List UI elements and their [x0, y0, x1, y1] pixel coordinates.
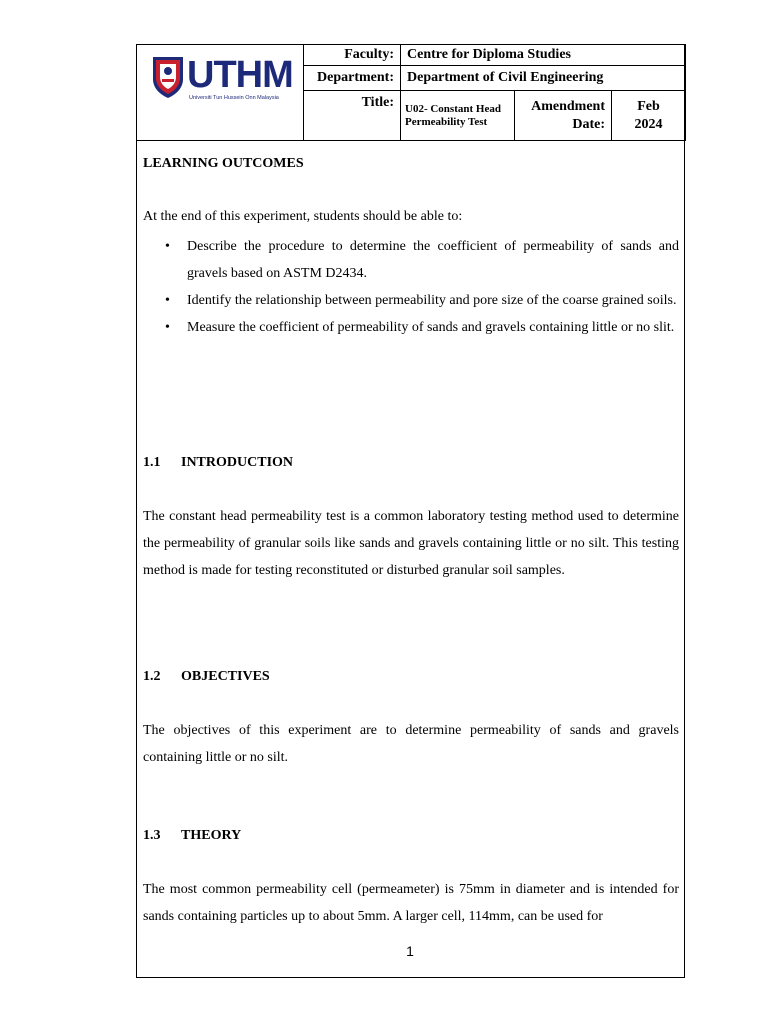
learning-outcomes-intro: At the end of this experiment, students should be able to:: [143, 209, 463, 224]
list-item: [143, 287, 679, 314]
document-header: [136, 44, 686, 141]
amendment-label-line2: Date:: [572, 116, 605, 132]
learning-outcomes-list: [143, 233, 679, 341]
objectives-body: The objectives of this experiment are to determine permeability of sands and gravels containing little or no silt.: [143, 723, 679, 765]
introduction-body: The constant head permeability test is a common laboratory testing method used to determine the permeability of granular soils like sands and gravels containing little or no silt. This testing method is made for testing reconstituted or disturbed granular soil samples.: [143, 509, 679, 578]
theory-body: The most common permeability cell (permeameter) is 75mm in diameter and is intended for sands containing particles up to about 5mm. A larger cell, 114mm, can be used for: [143, 882, 679, 924]
amendment-month: Feb: [637, 98, 660, 114]
crest-icon: [151, 55, 185, 99]
theory-heading: [143, 828, 679, 844]
amendment-date-value: [612, 91, 686, 141]
section-title: OBJECTIVES: [181, 669, 270, 684]
amendment-label-line1: Amendment: [531, 98, 605, 114]
section-title: INTRODUCTION: [181, 455, 294, 470]
amendment-year: 2024: [634, 116, 663, 132]
logo-subtitle: Universiti Tun Hussein Onn Malaysia: [189, 95, 279, 101]
logo-wordmark: UTHM: [187, 54, 293, 96]
objectives-heading: [143, 669, 679, 685]
logo-cell: [137, 45, 304, 141]
faculty-value: Centre for Diploma Studies: [401, 45, 686, 66]
introduction-heading: [143, 455, 679, 471]
section-number: 1.1: [143, 455, 161, 470]
title-label: Title:: [304, 91, 401, 141]
section-number: 1.3: [143, 828, 161, 843]
amendment-date-label: [515, 91, 612, 141]
bullet-icon: •: [165, 239, 170, 254]
page-number: 1: [406, 943, 414, 959]
bullet-icon: •: [165, 320, 170, 335]
list-item-text: Describe the procedure to determine the coefficient of permeability of sands and gravels based on ASTM D2434.: [187, 239, 679, 281]
department-label: Department:: [304, 66, 401, 91]
faculty-label: Faculty:: [304, 45, 401, 66]
list-item-text: Measure the coefficient of permeability of sands and gravels containing little or no slit.: [187, 320, 675, 335]
section-title: THEORY: [181, 828, 242, 843]
section-number: 1.2: [143, 669, 161, 684]
list-item: [143, 233, 679, 287]
list-item-text: Identify the relationship between permeability and pore size of the coarse grained soils.: [187, 293, 677, 308]
uthm-logo: [151, 55, 301, 105]
list-item: [143, 314, 679, 341]
department-value: Department of Civil Engineering: [401, 66, 686, 91]
learning-outcomes-heading: LEARNING OUTCOMES: [143, 156, 304, 171]
bullet-icon: •: [165, 293, 170, 308]
title-value: U02- Constant Head Permeability Test: [401, 91, 515, 141]
